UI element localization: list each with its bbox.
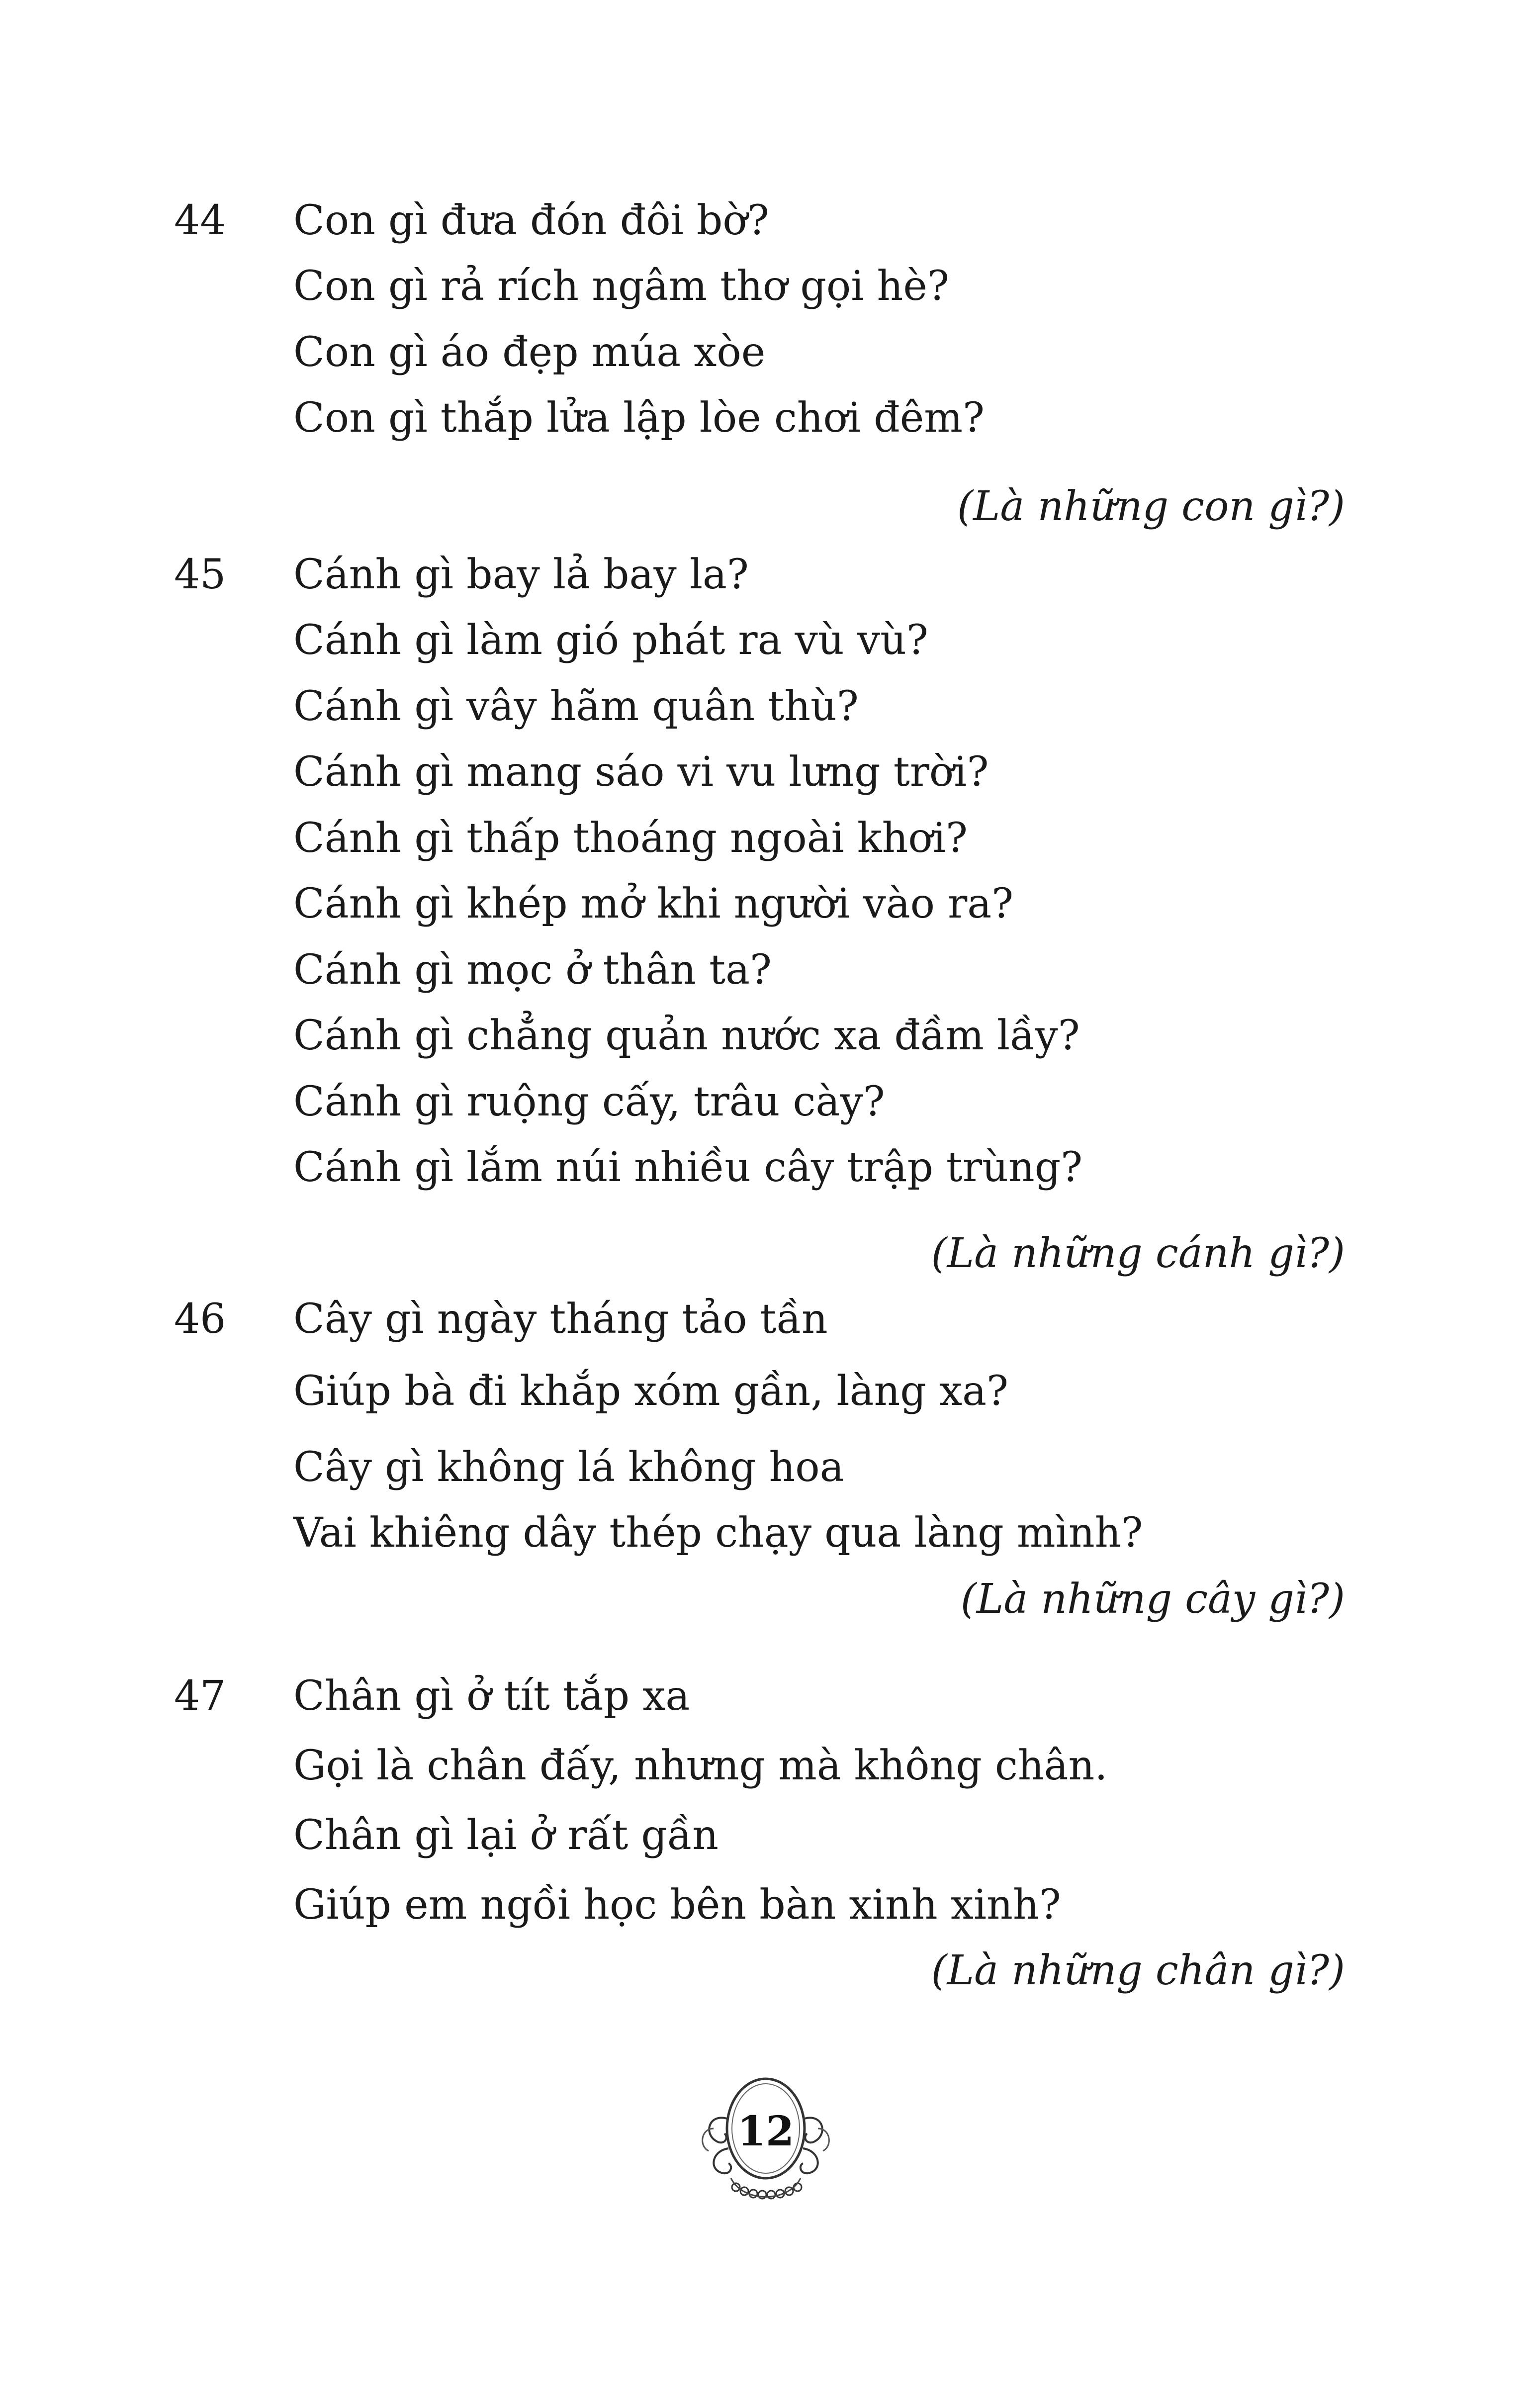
riddle-line: Gọi là chân đấy, nhưng mà không chân.: [293, 1742, 1108, 1789]
riddle-line: Con gì thắp lửa lập lòe chơi đêm?: [293, 394, 985, 442]
riddle-line: Giúp em ngồi học bên bàn xinh xinh?: [293, 1881, 1061, 1929]
riddle-line: Giúp bà đi khắp xóm gần, làng xa?: [293, 1368, 1008, 1415]
riddle-line: Con gì rả rích ngâm thơ gọi hè?: [293, 263, 949, 310]
riddle-line: Cánh gì ruộng cấy, trâu cày?: [293, 1078, 885, 1125]
riddle-line: Cánh gì mọc ở thân ta?: [293, 946, 772, 994]
riddle-line: Vai khiêng dây thép chạy qua làng mình?: [293, 1509, 1143, 1557]
riddle-line: Chân gì lại ở rất gần: [293, 1812, 719, 1859]
riddle-line: Chân gì ở tít tắp xa: [293, 1672, 690, 1720]
riddle-number: 46: [174, 1296, 226, 1343]
riddle-number: 47: [174, 1672, 226, 1720]
riddle-line: Cánh gì bay lả bay la?: [293, 551, 749, 598]
riddle-line: Cây gì ngày tháng tảo tần: [293, 1296, 828, 1343]
riddle-line: Con gì đưa đón đôi bờ?: [293, 197, 769, 244]
riddle-line: Cánh gì vây hãm quân thù?: [293, 683, 859, 730]
riddle-answer: (Là những cánh gì?): [931, 1230, 1345, 1277]
riddle-line: Cây gì không lá không hoa: [293, 1444, 844, 1491]
riddle-line: Cánh gì làm gió phát ra vù vù?: [293, 617, 928, 664]
riddle-answer: (Là những con gì?): [957, 483, 1345, 530]
riddle-number: 44: [174, 197, 226, 244]
page-number-ornament: [694, 2054, 838, 2218]
riddle-line: Con gì áo đẹp múa xòe: [293, 329, 766, 376]
riddle-line: Cánh gì thấp thoáng ngoài khơi?: [293, 815, 968, 862]
riddle-answer: (Là những chân gì?): [931, 1947, 1345, 1994]
riddle-line: Cánh gì khép mở khi người vào ra?: [293, 880, 1014, 927]
riddle-line: Cánh gì lắm núi nhiều cây trập trùng?: [293, 1144, 1083, 1191]
riddle-line: Cánh gì mang sáo vi vu lưng trời?: [293, 748, 989, 796]
riddle-answer: (Là những cây gì?): [960, 1575, 1345, 1623]
riddle-line: Cánh gì chẳng quản nước xa đầm lầy?: [293, 1012, 1080, 1059]
page-number: 12: [737, 2108, 795, 2155]
riddle-number: 45: [174, 551, 226, 598]
